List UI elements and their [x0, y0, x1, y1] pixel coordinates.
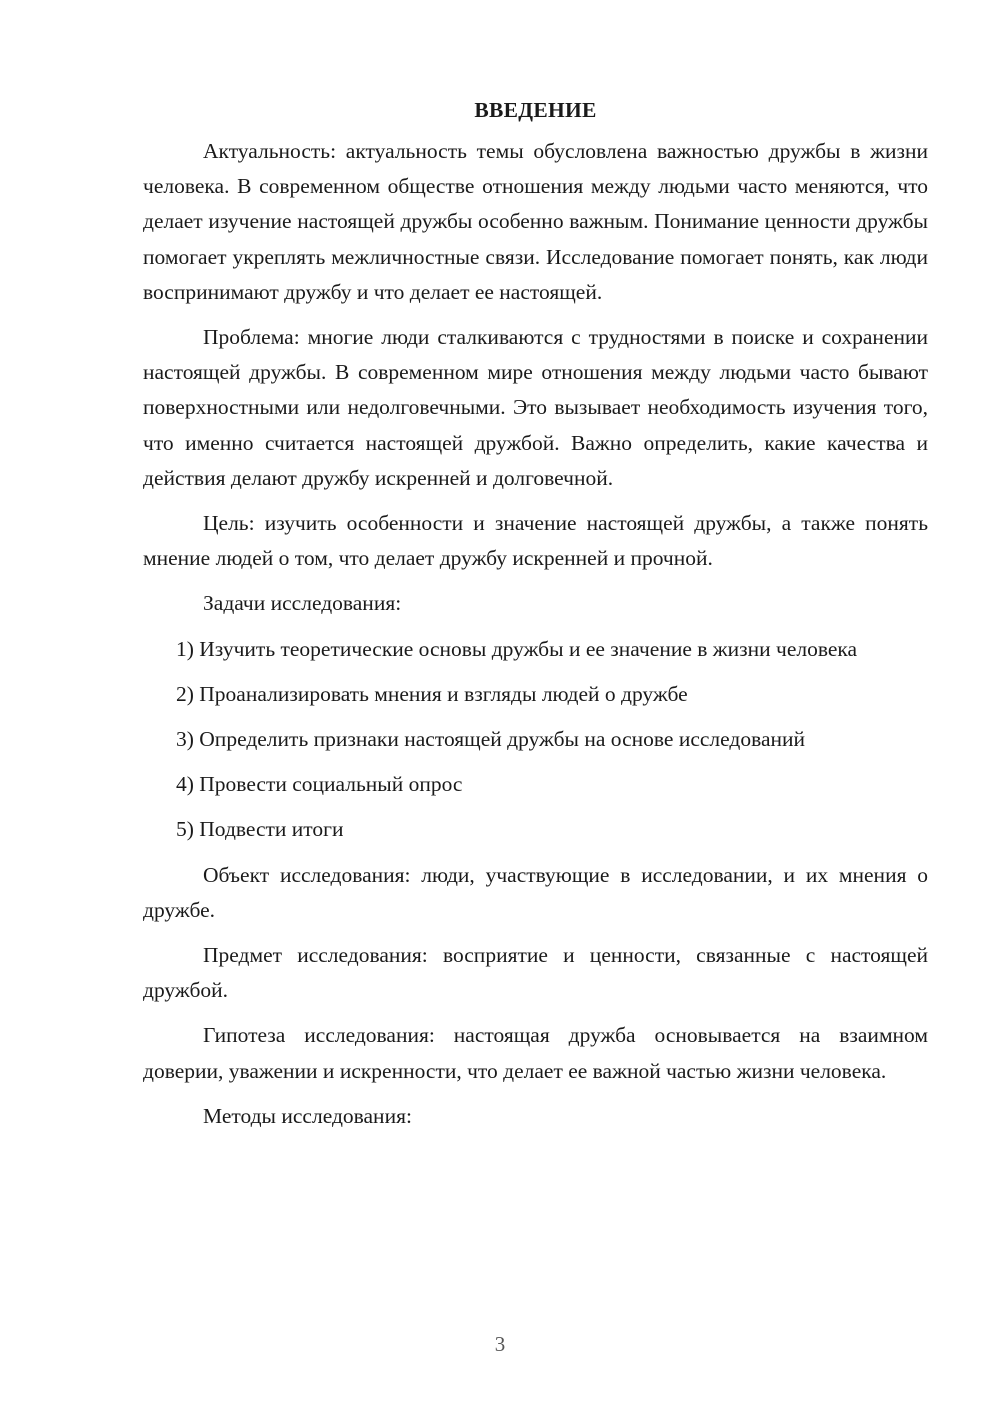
task-item-3: 3) Определить признаки настоящей дружбы на основе исследований: [176, 727, 806, 752]
problem-paragraph: Проблема: многие люди сталкиваются с трудностями в поиске и сохранении настоящей дружбы. В современном мире отношения между людьми часто бывают поверхностными или недолговечными. Это вызывает необходимость изучения того, что именно считается настоящей дружбой. Важно определить, какие качества и действия делают дружбу искренней и долговечной.: [143, 325, 928, 490]
task-item-1: 1) Изучить теоретические основы дружбы и ее значение в жизни человека: [176, 636, 858, 661]
object-paragraph: Объект исследования: люди, участвующие в исследовании, и их мнения о дружбе.: [143, 862, 928, 922]
page-title: ВВЕДЕНИЕ: [474, 98, 597, 122]
relevance-paragraph: Актуальность: актуальность темы обусловлена важностью дружбы в жизни человека. В современном обществе отношения между людьми часто меняются, что делает изучение настоящей дружбы особенно важным. Понимание ценности дружбы помогает укреплять межличностные связи. Исследование помогает понять, как люди воспринимают дружбу и что делает ее настоящей.: [143, 139, 928, 304]
task-item-2: 2) Проанализировать мнения и взгляды людей о дружбе: [176, 681, 688, 706]
task-item-4: 4) Провести социальный опрос: [176, 772, 463, 797]
tasks-title: Задачи исследования:: [203, 591, 402, 616]
methods-title: Методы исследования:: [203, 1103, 412, 1128]
page-number: 3: [494, 1332, 506, 1356]
document-page: [143, 92, 928, 1144]
goal-paragraph: Цель: изучить особенности и значение настоящей дружбы, а также понять мнение людей о том, что делает дружбу искренней и прочной.: [143, 511, 928, 571]
task-item-5: 5) Подвести итоги: [176, 817, 344, 842]
subject-paragraph: Предмет исследования: восприятие и ценности, связанные с настоящей дружбой.: [143, 943, 928, 1003]
hypothesis-paragraph: Гипотеза исследования: настоящая дружба основывается на взаимном доверии, уважении и искренности, что делает ее важной частью жизни человека.: [143, 1023, 928, 1083]
